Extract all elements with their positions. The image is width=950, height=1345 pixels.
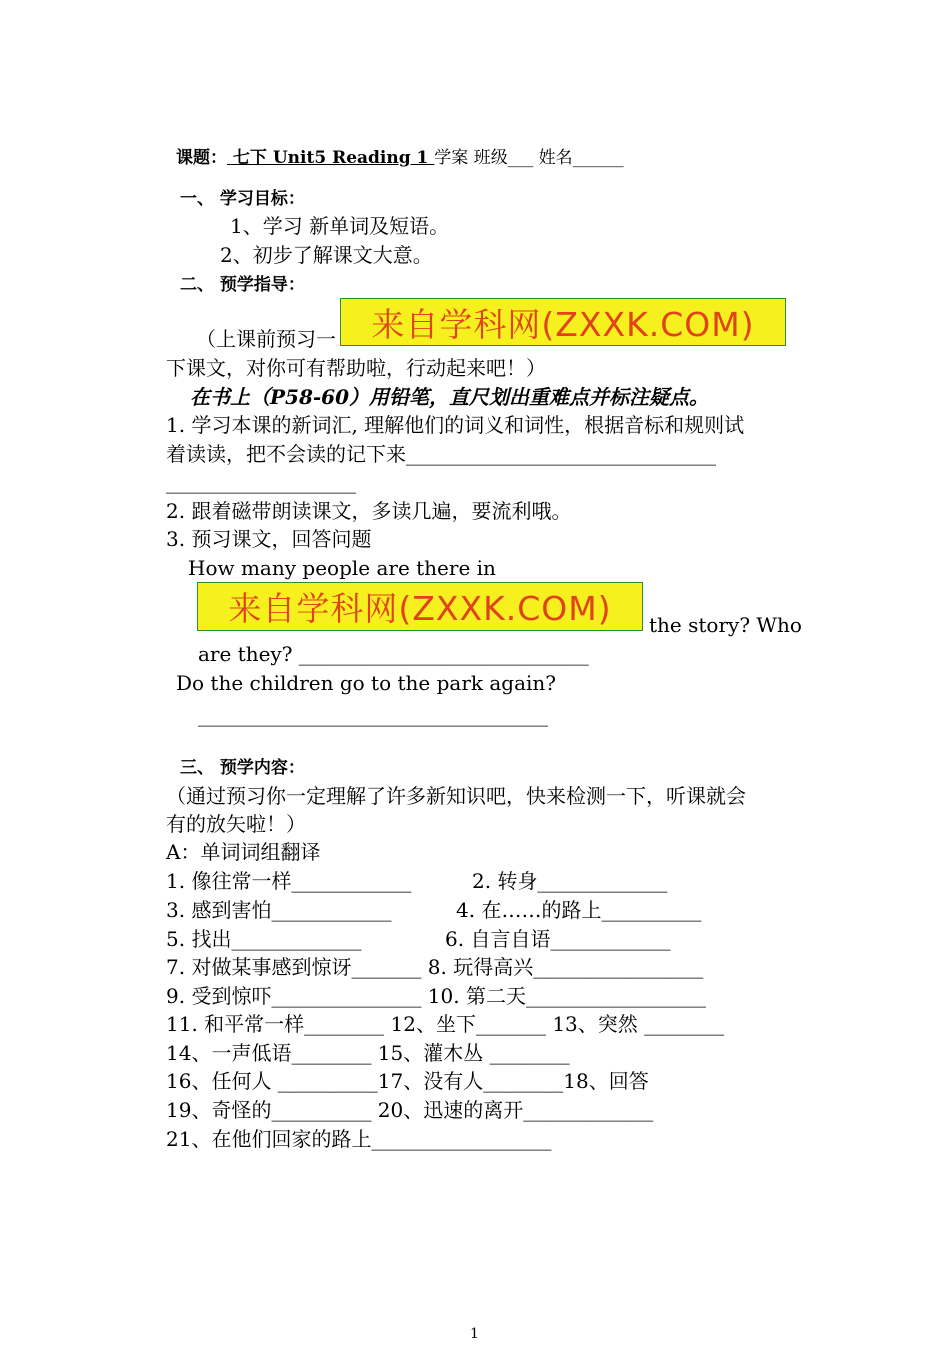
translate-item: 2. 转身_____________ [472,869,668,893]
translate-item: 5. 找出_____________ [166,927,362,951]
item1-line-b: 着读读，把不会读的记下来_______________________________ [166,442,716,466]
section3-heading: 三、 预学内容： [180,758,305,778]
item2-line: 2. 跟着磁带朗读课文，多读几遍，要流利哦。 [166,499,572,523]
question2-answer-line: ___________________________________ [198,703,548,727]
lesson-topic: 七下 Unit5 Reading 1 [227,148,435,168]
item1-line-c: ___________________ [166,470,356,494]
translate-item: 6. 自言自语____________ [445,927,671,951]
page-number: 1 [470,1326,479,1342]
item1-line-a: 1. 学习本课的新词汇, 理解他们的词义和词性，根据音标和规则试 [166,413,745,437]
translate-item: 16、任何人 __________17、没有人________18、回答 [166,1069,649,1093]
section1-heading: 一、 学习目标： [180,189,305,209]
goal-item-2: 2、初步了解课文大意。 [220,243,433,267]
translate-item: 19、奇怪的__________ 20、迅速的离开_____________ [166,1098,654,1122]
translate-item: 4. 在……的路上__________ [456,898,702,922]
item3-line: 3. 预习课文，回答问题 [166,527,372,551]
translate-item: 1. 像往常一样____________ [166,869,412,893]
section3-intro-a: （通过预习你一定理解了许多新知识吧，快来检测一下，听课就会 [166,784,746,808]
translate-item: 21、在他们回家的路上__________________ [166,1127,552,1151]
section2-note: 在书上（P58-60）用铅笔，直尺划出重难点并标注疑点。 [190,385,710,409]
lesson-tail: 学案 班级___ 姓名______ [434,148,624,168]
section3-sub: A：单词词组翻译 [166,840,321,864]
goal-item-1: 1、学习 新单词及短语。 [230,214,450,238]
section2-intro-a: （上课前预习一 [196,327,336,351]
watermark-banner-2 [197,582,643,631]
lesson-title [176,145,624,171]
section2-intro-b: 下课文，对你可有帮助啦，行动起来吧！） [166,356,546,380]
translate-item: 14、一声低语________ 15、灌木丛 ________ [166,1041,570,1065]
watermark-text-2: 来自学科网(ZXXK.COM) [228,589,612,628]
question2-line: Do the children go to the park again? [176,671,557,695]
translate-item: 7. 对做某事感到惊讶_______ 8. 玩得高兴_________________ [166,955,704,979]
translate-item: 9. 受到惊吓_______________ 10. 第二天__________________ [166,984,706,1008]
question1-line-c: are they? _____________________________ [198,642,589,666]
translate-item: 11. 和平常一样________ 12、坐下_______ 13、突然 ________ [166,1012,725,1036]
section2-heading: 二、 预学指导： [180,275,305,295]
watermark-banner [340,298,786,346]
translate-item: 3. 感到害怕____________ [166,898,392,922]
section3-intro-b: 有的放矢啦！） [166,812,306,836]
watermark-text: 来自学科网(ZXXK.COM) [371,304,755,344]
lesson-label: 课题： [176,148,227,168]
question1-line-a: How many people are there in [188,556,496,580]
question1-line-b: the story? Who [649,613,802,637]
